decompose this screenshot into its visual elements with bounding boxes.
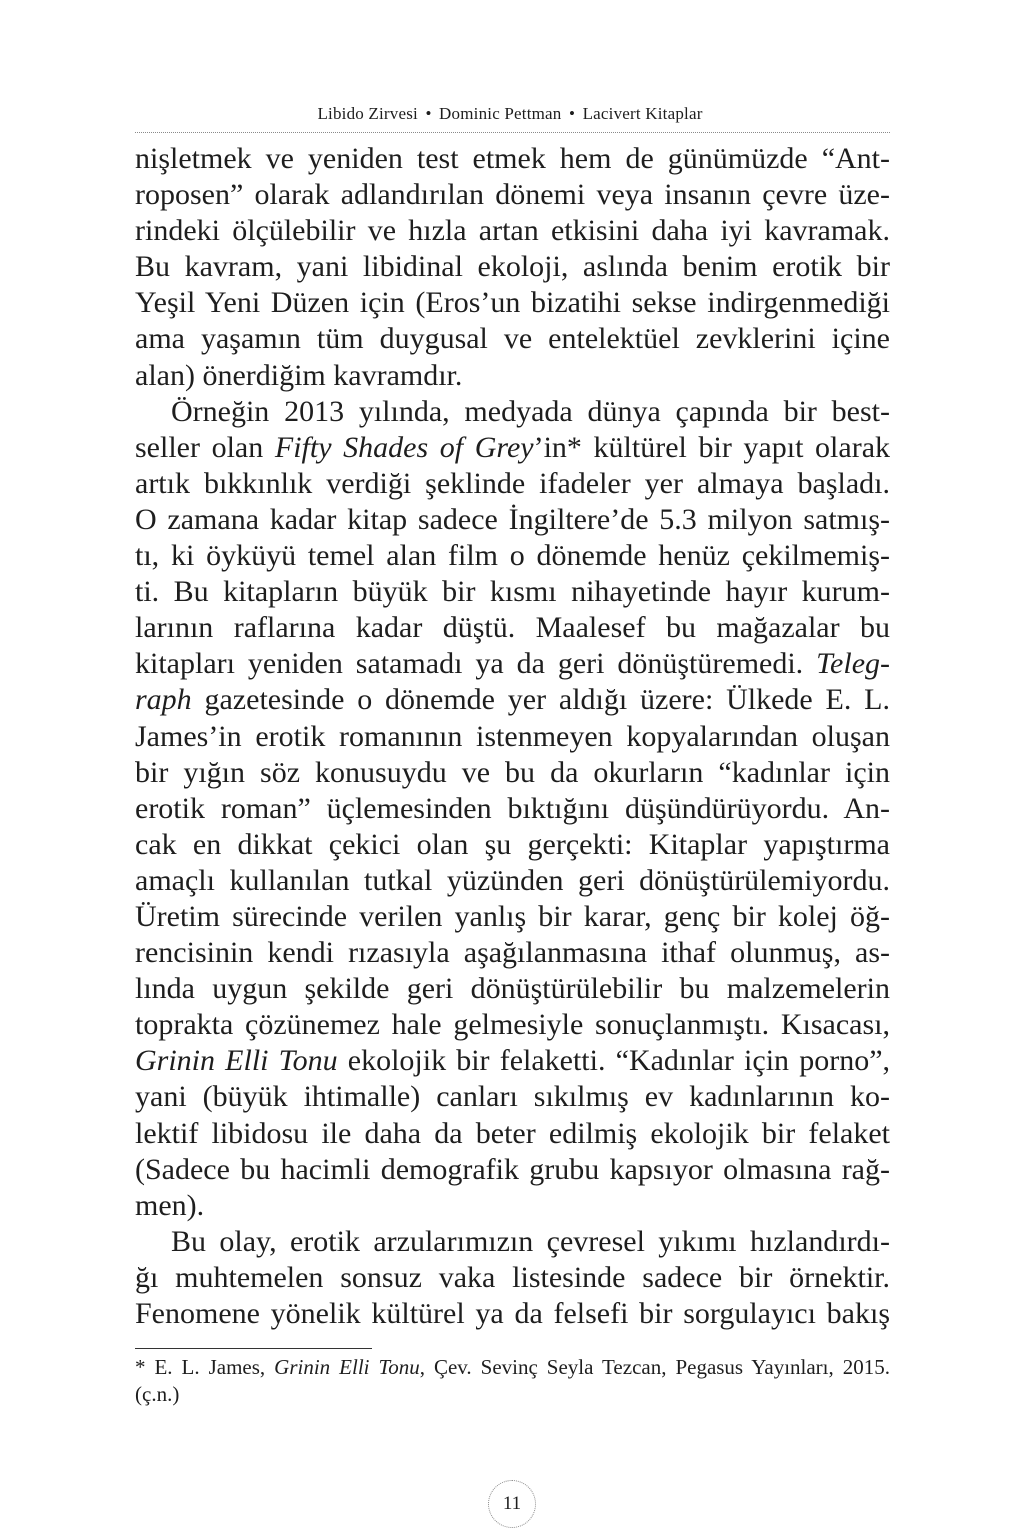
text-line: Yeşil Yeni Düzen için (Eros’un bizatihi sekse indirgenmediği xyxy=(135,286,890,320)
text-line: amaçlı kullanılan tutkal yüzünden geri dönüştürülemiyordu. xyxy=(135,863,890,897)
text-line: alan) önerdiğim kavramdır. xyxy=(135,358,463,392)
text-line: nişletmek ve yeniden test etmek hem de günümüzde “Ant- xyxy=(135,142,890,175)
text-line: bir yığın söz konusuydu ve bu da okurların “kadınlar için xyxy=(135,755,890,789)
text-line: rencisinin kendi rızasıyla aşağılanmasına ithaf olunmuş, as- xyxy=(135,936,890,970)
publisher-name: Lacivert Kitaplar xyxy=(582,104,703,123)
text-line: raph gazetesinde o dönemde yer aldığı üzere: Ülkede E. L. xyxy=(135,683,890,717)
text-line: rindeki ölçülebilir ve hızla artan etkisini daha iyi kavramak. xyxy=(135,214,890,248)
text-line: Bu kavram, yani libidinal ekoloji, aslında benim erotik bir xyxy=(135,250,890,284)
text-line: ama yaşamın tüm duygusal ve entelektüel zevklerini içine xyxy=(135,322,890,356)
running-header xyxy=(300,104,720,124)
text-line: seller olan Fifty Shades of Grey’in* kültürel bir yapıt olarak xyxy=(135,430,891,464)
text-line: cak en dikkat çekici olan şu gerçekti: Kitaplar yapıştırma xyxy=(135,827,890,861)
text-line: Grinin Elli Tonu ekolojik bir felaketti. “Kadınlar için porno”, xyxy=(135,1044,891,1078)
author-name: Dominic Pettman xyxy=(439,104,562,123)
header-separator: • xyxy=(425,104,432,123)
text-line: Fenomene yönelik kültürel ya da felsefi bir sorgulayıcı bakış xyxy=(135,1297,890,1330)
main-text xyxy=(135,141,890,1332)
text-line: yani (büyük ihtimalle) canları sıkılmış ev kadınlarının ko- xyxy=(135,1080,890,1114)
newspaper-name-italic: Teleg- xyxy=(816,647,890,681)
text-line: Üretim sürecinde verilen yanlış bir karar, genç bir kolej öğ- xyxy=(135,899,890,933)
text-line: (Sadece bu hacimli demografik grubu kapsıyor olmasına rağ- xyxy=(135,1152,890,1186)
text-line: artık bıkkınlık verdiği şeklinde ifadeler yer almaya başladı. xyxy=(135,466,890,500)
footnote xyxy=(135,1354,890,1408)
header-separator: • xyxy=(568,104,576,123)
text-line: Örneğin 2013 yılında, medyada dünya çapında bir best- xyxy=(171,394,890,428)
text-line: ğı muhtemelen sonsuz vaka listesinde sadece bir örnektir. xyxy=(135,1260,890,1294)
text-line: lektif libidosu ile daha da beter edilmiş ekolojik bir felaket xyxy=(135,1116,890,1150)
text-line: Bu olay, erotik arzularımızın çevresel yıkımı hızlandırdı- xyxy=(171,1224,890,1258)
book-title-italic: Grinin Elli Tonu xyxy=(135,1044,338,1078)
text-line: kitapları yeniden satamadı ya da geri dönüştüremedi. Teleg- xyxy=(135,647,890,681)
footnote-divider xyxy=(135,1348,372,1349)
text-line: ti. Bu kitapların büyük bir kısmı nihayetinde hayır kurum- xyxy=(135,575,890,609)
text-line: larının raflarına kadar düştü. Maalesef bu mağazalar bu xyxy=(135,611,890,645)
footnote-line: * E. L. James, Grinin Elli Tonu, Çev. Sevinç Seyla Tezcan, Pegasus Yayınları, 2015. xyxy=(135,1355,890,1379)
newspaper-name-italic: raph xyxy=(135,683,192,717)
header-divider xyxy=(135,132,890,133)
footnote-title-italic: Grinin Elli Tonu xyxy=(274,1355,420,1379)
book-title: Libido Zirvesi xyxy=(317,104,418,123)
book-title-italic: Fifty Shades of Grey xyxy=(274,430,534,464)
text-line: erotik roman” üçlemesinden bıktığını düşündürüyordu. An- xyxy=(135,791,890,825)
text-line: men). xyxy=(135,1188,205,1222)
text-line: toprakta çözünemez hale gelmesiyle sonuçlanmıştı. Kısacası, xyxy=(135,1008,890,1042)
text-line: lında uygun şekilde geri dönüştürülebilir bu malzemelerin xyxy=(135,972,890,1006)
text-line: James’in erotik romanının istenmeyen kopyalarından oluşan xyxy=(135,719,890,753)
footnote-line: (ç.n.) xyxy=(135,1382,180,1406)
text-line: tı, ki öyküyü temel alan film o dönemde henüz çekilmemiş- xyxy=(135,539,890,573)
text-line: O zamana kadar kitap sadece İngiltere’de 5.3 milyon satmış- xyxy=(135,502,890,536)
text-line: roposen” olarak adlandırılan dönemi veya insanın çevre üze- xyxy=(135,178,890,212)
page-number: 11 xyxy=(488,1480,536,1528)
